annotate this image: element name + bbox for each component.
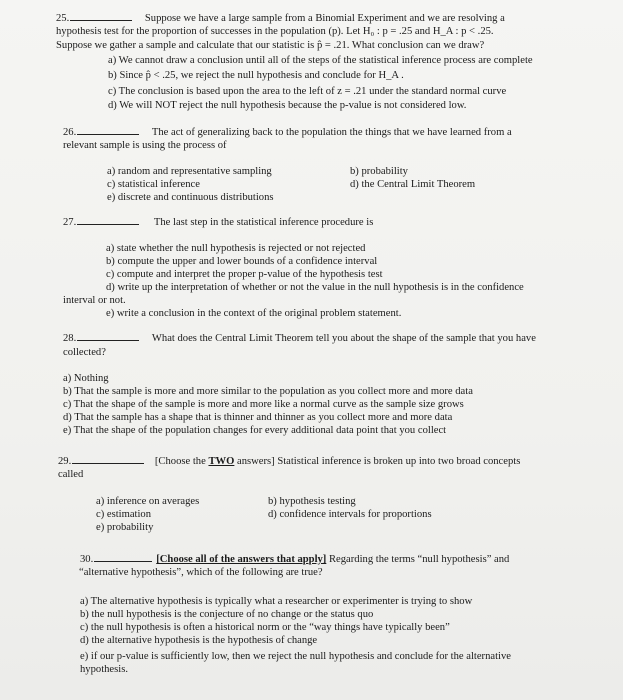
option-d: d) write up the interpretation of whether or not the value in the null hypothesis is in the confidence — [106, 282, 524, 293]
answer-blank[interactable] — [77, 133, 139, 135]
question-prompt: [Choose all of the answers that apply] Regarding the terms “null hypothesis” and — [156, 554, 510, 565]
question-text-line: relevant sample is using the process of — [63, 140, 227, 151]
option-e: e) if our p-value is sufficiently low, then we reject the null hypothesis and conclude for the alternative — [80, 651, 511, 662]
option-e: e) probability — [96, 522, 154, 533]
option-c: c) estimation — [96, 509, 152, 520]
answer-blank[interactable] — [77, 223, 139, 225]
option-a: a) random and representative sampling — [107, 166, 272, 177]
option-d: d) That the sample has a shape that is thinner and thinner as you collect more and more data — [63, 412, 453, 423]
option-c: c) compute and interpret the proper p-value of the hypothesis test — [106, 269, 383, 280]
option-d-continued: interval or not. — [63, 295, 126, 306]
option-e: e) That the shape of the population changes for every additional data point that you collect — [63, 425, 447, 436]
option-e: e) discrete and continuous distributions — [107, 192, 274, 203]
option-d: d) the alternative hypothesis is the hypothesis of change — [80, 635, 318, 646]
question-number: 29. — [58, 456, 72, 467]
option-b: b) That the sample is more and more similar to the population as you collect more and more data — [63, 386, 473, 397]
option-c: c) statistical inference — [107, 179, 200, 190]
option-a: a) We cannot draw a conclusion until all of the steps of the statistical inference process are complete — [108, 55, 533, 66]
question-number: 25. — [56, 13, 70, 24]
option-d: d) We will NOT reject the null hypothesis because the p-value is not considered low. — [108, 100, 467, 111]
question-prompt: The act of generalizing back to the population the things that we have learned from a — [151, 127, 512, 138]
question-text-line: hypothesis test for the proportion of successes in the population (p). Let H₀ : p = .25 and H_A : p < .25. — [56, 26, 494, 37]
question-prompt: The last step in the statistical inference procedure is — [153, 217, 374, 228]
option-b: b) the null hypothesis is the conjecture of no change or the status quo — [80, 609, 374, 620]
option-a: a) The alternative hypothesis is typically what a researcher or experimenter is trying to show — [80, 596, 473, 607]
option-a: a) inference on averages — [96, 496, 200, 507]
question-text-line: “alternative hypothesis”, which of the following are true? — [79, 567, 323, 578]
option-b: b) hypothesis testing — [268, 496, 356, 507]
option-c: c) the null hypothesis is often a historical norm or the “way things have typically been” — [80, 622, 450, 633]
question-text-line: called — [58, 469, 84, 480]
option-d: d) the Central Limit Theorem — [350, 179, 476, 190]
answer-blank[interactable] — [77, 339, 139, 341]
question-text-line: Suppose we gather a sample and calculate that our statistic is p̂ = .21. What conclusion can we draw? — [56, 40, 485, 51]
option-e: e) write a conclusion in the context of the original problem statement. — [106, 308, 402, 319]
question-number: 30. — [80, 554, 94, 565]
option-b: b) probability — [350, 166, 408, 177]
question-number: 28. — [63, 333, 77, 344]
option-e-continued: hypothesis. — [80, 664, 128, 675]
question-prompt: Suppose we have a large sample from a Binomial Experiment and we are resolving a — [144, 13, 505, 24]
option-c: c) That the shape of the sample is more and more like a normal curve as the sample size grows — [63, 399, 464, 410]
answer-blank[interactable] — [70, 19, 132, 21]
question-number: 26. — [63, 127, 77, 138]
answer-blank[interactable] — [94, 560, 152, 562]
option-b: b) compute the upper and lower bounds of a confidence interval — [106, 256, 378, 267]
emphasis-two: TWO — [208, 456, 235, 467]
option-c: c) The conclusion is based upon the area to the left of z = .21 under the standard normal curve — [108, 86, 507, 97]
option-a: a) state whether the null hypothesis is rejected or not rejected — [106, 243, 366, 254]
answer-blank[interactable] — [72, 462, 144, 464]
emphasis-all-apply: [Choose all of the answers that apply] — [156, 554, 327, 565]
option-a: a) Nothing — [63, 373, 109, 384]
question-prompt: What does the Central Limit Theorem tell you about the shape of the sample that you have — [151, 333, 536, 344]
question-prompt: [Choose the TWO answers] Statistical inference is broken up into two broad concepts — [154, 456, 521, 467]
question-number: 27. — [63, 217, 77, 228]
option-b: b) Since p̂ < .25, we reject the null hypothesis and conclude for H_A . — [108, 70, 404, 81]
question-text-line: collected? — [63, 347, 106, 358]
option-d: d) confidence intervals for proportions — [268, 509, 432, 520]
